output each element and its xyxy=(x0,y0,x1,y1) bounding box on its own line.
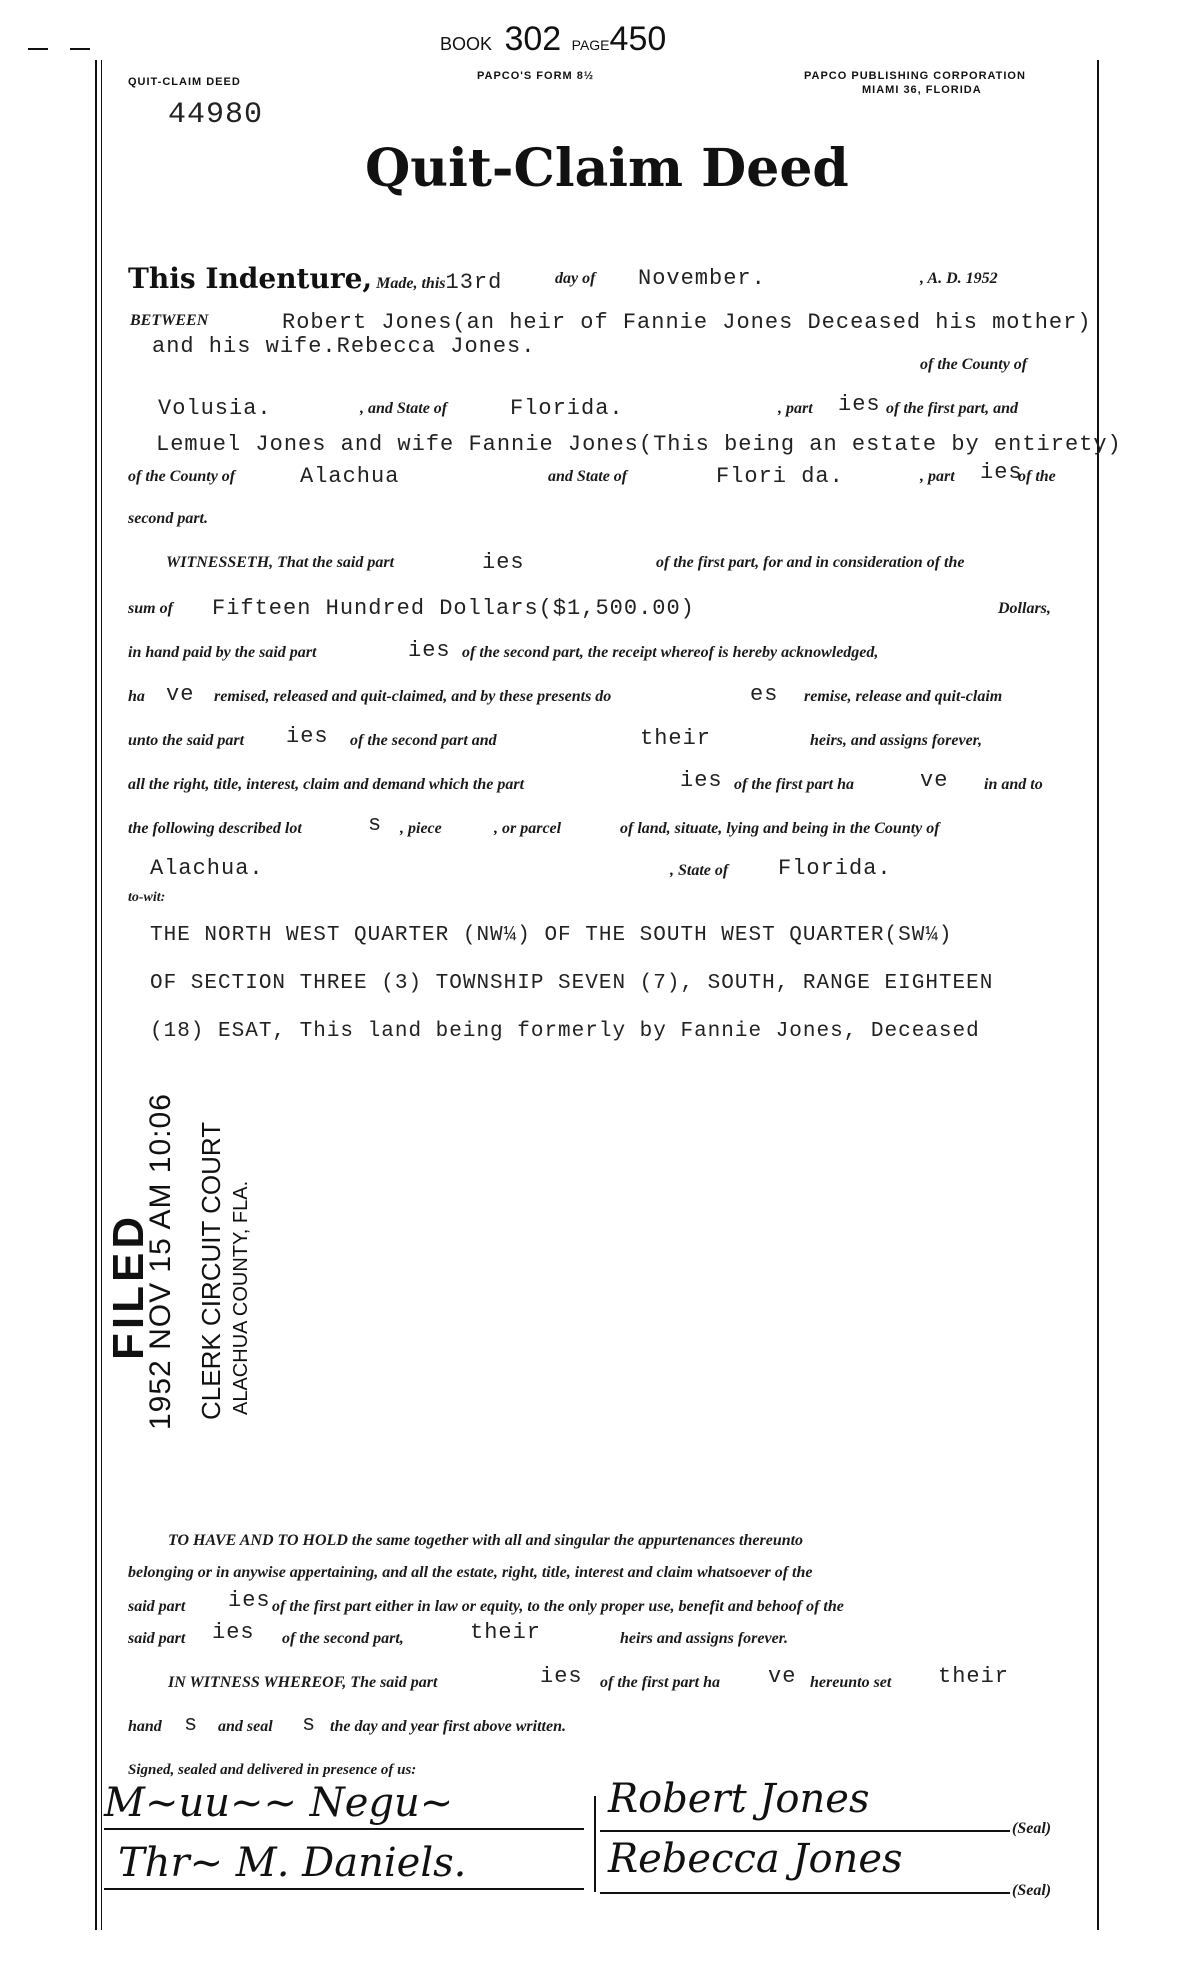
following: the following described lot xyxy=(128,820,302,837)
hand-paid-rest: of the second part, the receipt whereof is hereby acknowledged, xyxy=(462,644,879,661)
all-right: all the right, title, interest, claim and demand which the part xyxy=(128,776,525,793)
top-dash-2 xyxy=(70,48,90,50)
second-part: second part. xyxy=(128,510,208,527)
ha-1: ha xyxy=(128,688,145,705)
state-of-3: , State of xyxy=(670,862,729,879)
ad-label: , A. D. 1952 xyxy=(920,270,998,287)
party-suffix-1: , part xyxy=(778,400,813,417)
all-right-ies: ies xyxy=(680,768,723,793)
testimonium-and-seal: and seal xyxy=(218,1718,273,1735)
of-the: of the xyxy=(1018,468,1056,485)
witness-signature-2: Thr~ M. Daniels. xyxy=(118,1840,467,1886)
party-suffix-2: , part xyxy=(920,468,955,485)
remised: remised, released and quit-claimed, and by these presents do xyxy=(214,688,612,705)
testimonium-s1: s xyxy=(184,1712,199,1737)
first-part-and: of the first part, and xyxy=(886,400,1019,417)
lot-s: s xyxy=(368,812,383,837)
dollars: Dollars, xyxy=(998,600,1051,617)
of-county-1: of the County of xyxy=(920,356,1028,373)
witnesseth-rest: of the first part, for and in consideration of the xyxy=(656,554,965,571)
publisher-line1: PAPCO PUBLISHING CORPORATION xyxy=(804,70,1026,82)
grantor-line2: and his wife.Rebecca Jones. xyxy=(152,334,536,359)
month-value: November. xyxy=(638,266,766,291)
doc-number: 44980 xyxy=(168,98,264,132)
piece: , piece xyxy=(400,820,442,837)
to-wit: to-wit: xyxy=(128,890,166,905)
filed-stamp-clerk: CLERK CIRCUIT COURT xyxy=(196,1121,226,1420)
of-county-2: of the County of xyxy=(128,468,236,485)
grantor-line1: Robert Jones(an heir of Fannie Jones Deceased his mother) xyxy=(282,310,1092,335)
seal-1: (Seal) xyxy=(1012,1820,1052,1837)
book-label: BOOK xyxy=(440,34,493,54)
legal-description-line-1: THE NORTH WEST QUARTER (NW¼) OF THE SOUTH WEST QUARTER(SW¼) xyxy=(150,924,953,947)
in-and-to: in and to xyxy=(984,776,1043,793)
state-1: Florida. xyxy=(510,396,624,421)
and-state-of-1: , and State of xyxy=(360,400,448,417)
witness-signature-1: M~uu~~ Negu~ xyxy=(104,1780,454,1826)
top-dash-1 xyxy=(28,48,48,50)
grantor-signature-2: Rebecca Jones xyxy=(608,1836,903,1882)
habendum-line3a: said part xyxy=(128,1598,186,1615)
grantor-signature-1: Robert Jones xyxy=(608,1776,870,1822)
testimonium-ve: ve xyxy=(768,1664,797,1689)
state-2: Flori da. xyxy=(716,464,844,489)
hand-paid: in hand paid by the said part xyxy=(128,644,317,661)
witnesseth-ies: ies xyxy=(482,550,525,575)
ies-2: ies xyxy=(980,460,1023,485)
page-number: 450 xyxy=(609,20,667,58)
left-border-inner xyxy=(101,60,102,1930)
form-name: QUIT-CLAIM DEED xyxy=(128,76,241,88)
habendum-line4c: heirs and assigns forever. xyxy=(620,1630,789,1647)
page-label: PAGE xyxy=(571,37,610,53)
testimonium-their: their xyxy=(938,1664,1010,1689)
ad-year xyxy=(920,270,998,288)
ies-1: ies xyxy=(838,392,881,417)
grantee-line: Lemuel Jones and wife Fannie Jones(This being an estate by entirety) xyxy=(156,432,1122,457)
habendum-line3b: of the first part either in law or equity, to the only proper use, benefit and behoof of the xyxy=(272,1598,844,1615)
sum-of: sum of xyxy=(128,600,173,617)
witness-line-1 xyxy=(104,1828,584,1830)
seal-2: (Seal) xyxy=(1012,1882,1052,1899)
grantor-line-2 xyxy=(600,1892,1010,1894)
filed-stamp-county: ALACHUA COUNTY, FLA. xyxy=(230,1180,252,1415)
legal-description-line-2: OF SECTION THREE (3) TOWNSHIP SEVEN (7), SOUTH, RANGE EIGHTEEN xyxy=(150,972,994,995)
testimonium-hand: hand xyxy=(128,1718,162,1735)
habendum-line4a: said part xyxy=(128,1630,186,1647)
legal-description-line-3: (18) ESAT, This land being formerly by Fannie Jones, Deceased xyxy=(150,1020,980,1043)
state-3: Florida. xyxy=(778,856,892,881)
of-land: of land, situate, lying and being in the County of xyxy=(620,820,940,837)
left-border xyxy=(95,60,97,1930)
between-label: BETWEEN xyxy=(130,312,209,329)
testimonium-s2: s xyxy=(302,1712,317,1737)
right-border xyxy=(1097,60,1099,1930)
indenture-line xyxy=(128,262,502,295)
signature-divider xyxy=(594,1796,596,1892)
day-value: 13rd xyxy=(445,270,503,295)
hand-paid-ies: ies xyxy=(408,638,451,663)
publisher-line2: MIAMI 36, FLORIDA xyxy=(862,84,982,96)
and-state-of-2: and State of xyxy=(548,468,628,485)
book-number: 302 xyxy=(504,20,562,58)
form-number: PAPCO'S FORM 8½ xyxy=(477,70,595,82)
unto-ies: ies xyxy=(286,724,329,749)
filed-stamp-filed: FILED xyxy=(104,1212,153,1360)
heirs: heirs, and assigns forever, xyxy=(810,732,983,749)
indenture-opening: This Indenture, xyxy=(128,262,373,295)
testimonium-ies: ies xyxy=(540,1664,583,1689)
habendum-line4-their: their xyxy=(470,1620,542,1645)
habendum-line1: TO HAVE AND TO HOLD the same together with all and singular the appurtenances thereunto xyxy=(168,1532,804,1549)
county-3: Alachua. xyxy=(150,856,264,881)
all-right-ve: ve xyxy=(920,768,949,793)
testimonium-b: of the first part ha xyxy=(600,1674,721,1691)
witness-line-2 xyxy=(104,1888,584,1890)
parcel: , or parcel xyxy=(494,820,562,837)
unto: unto the said part xyxy=(128,732,245,749)
filed-stamp-date: 1952 NOV 15 AM 10:06 xyxy=(144,1093,177,1430)
testimonium-a: IN WITNESS WHEREOF, The said part xyxy=(168,1674,438,1691)
es: es xyxy=(750,682,779,707)
county-1: Volusia. xyxy=(158,396,272,421)
habendum-line4-ies: ies xyxy=(212,1620,255,1645)
made-this: Made, this xyxy=(376,275,446,292)
sum-value: Fifteen Hundred Dollars($1,500.00) xyxy=(212,596,695,621)
habendum-line4b: of the second part, xyxy=(282,1630,404,1647)
their-1: their xyxy=(640,726,712,751)
ve-1: ve xyxy=(166,682,195,707)
witnesseth-label: WITNESSETH, That the said part xyxy=(166,554,395,571)
signed-label: Signed, sealed and delivered in presence of us: xyxy=(128,1762,417,1778)
remise-rest: remise, release and quit-claim xyxy=(804,688,1003,705)
testimonium-day-year: the day and year first above written. xyxy=(330,1718,566,1735)
first-ha: of the first part ha xyxy=(734,776,855,793)
testimonium-c: hereunto set xyxy=(810,1674,892,1691)
second-and: of the second part and xyxy=(350,732,497,749)
day-of: day of xyxy=(555,270,596,287)
book-page-stamp xyxy=(440,20,666,59)
county-2: Alachua xyxy=(300,464,400,489)
habendum-line2: belonging or in anywise appertaining, and all the estate, right, title, interest and claim whatsoever of the xyxy=(128,1564,813,1581)
habendum-line3-ies: ies xyxy=(228,1588,271,1613)
grantor-line-1 xyxy=(600,1830,1010,1832)
page-title: Quit-Claim Deed xyxy=(365,138,849,199)
